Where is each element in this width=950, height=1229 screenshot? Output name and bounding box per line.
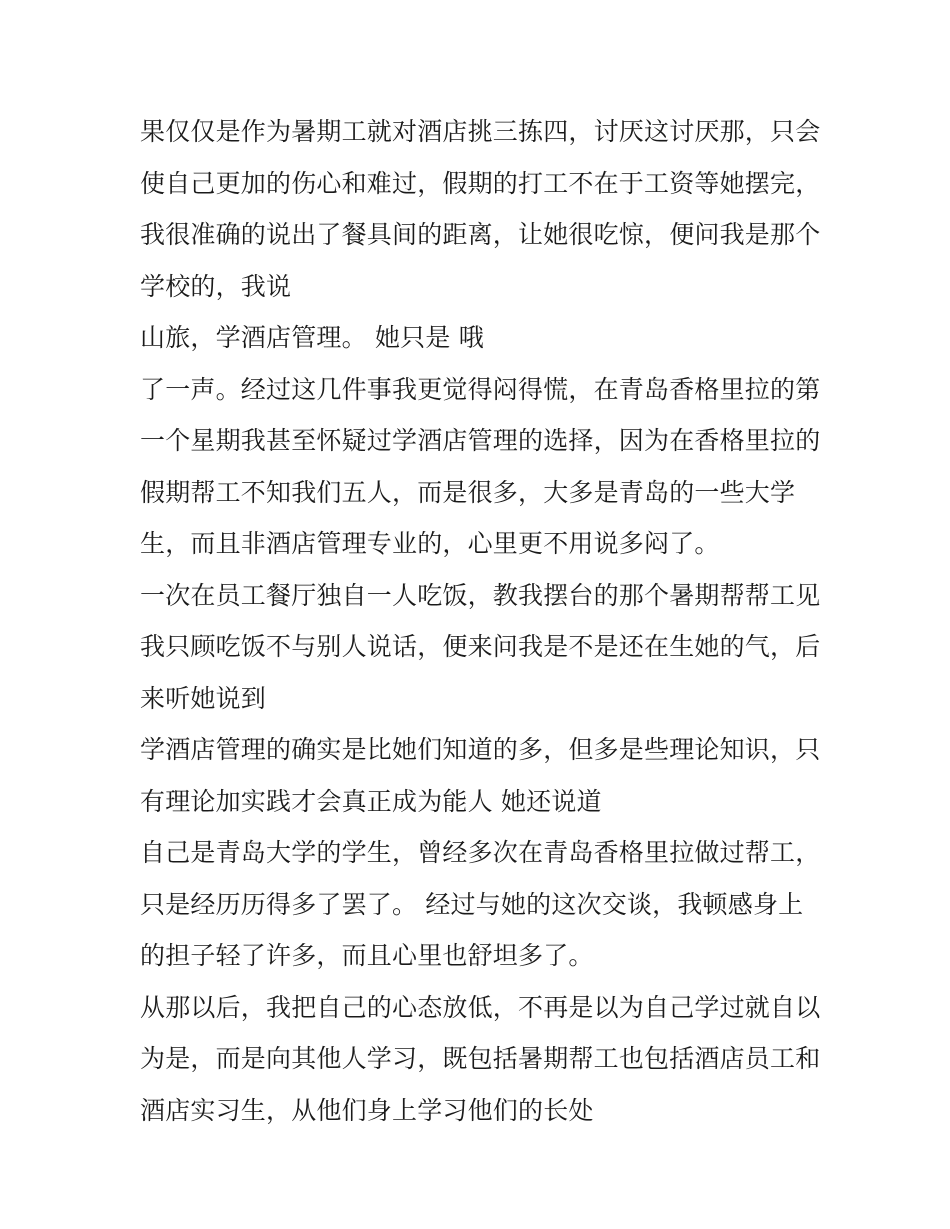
text-line: 我只顾吃饭不与别人说话，便来问我是不是还在生她的气，后 bbox=[140, 632, 821, 661]
text-line: 山旅，学酒店管理。 她只是 哦 bbox=[140, 323, 484, 352]
text-line: 来听她说到 bbox=[140, 683, 267, 713]
text-line: 我很准确的说出了餐具间的距离，让她很吃惊，便问我是那个 bbox=[140, 220, 821, 249]
text-line: 从那以后，我把自己的心态放低，不再是以为自己学过就自以 bbox=[140, 992, 821, 1022]
text-line: 生，而且非酒店管理专业的，心里更不用说多闷了。 bbox=[140, 529, 720, 558]
text-line: 果仅仅是作为暑期工就对酒店挑三拣四，讨厌这讨厌那，只会 bbox=[140, 117, 821, 146]
text-line: 学校的，我说 bbox=[140, 271, 292, 301]
text-line: 有理论加实践才会真正成为能人 她还说道 bbox=[140, 786, 602, 816]
text-line: 只是经历历得多了罢了。 经过与她的这次交谈，我顿感身上 bbox=[140, 889, 804, 919]
text-line: 了一声。经过这几件事我更觉得闷得慌，在青岛香格里拉的第 bbox=[140, 374, 821, 404]
text-line: 酒店实习生，从他们身上学习他们的长处 bbox=[140, 1095, 594, 1125]
text-line: 使自己更加的伤心和难过，假期的打工不在于工资等她摆完， bbox=[140, 168, 821, 198]
text-line: 假期帮工不知我们五人，而是很多，大多是青岛的一些大学 bbox=[140, 477, 796, 507]
text-line: 的担子轻了许多，而且心里也舒坦多了。 bbox=[140, 941, 594, 970]
body-text bbox=[140, 106, 820, 1136]
text-line: 学酒店管理的确实是比她们知道的多，但多是些理论知识，只 bbox=[140, 735, 821, 764]
text-line: 自己是青岛大学的学生，曾经多次在青岛香格里拉做过帮工， bbox=[140, 838, 821, 867]
text-line: 一个星期我甚至怀疑过学酒店管理的选择，因为在香格里拉的 bbox=[140, 426, 821, 455]
text-line: 一次在员工餐厅独自一人吃饭，教我摆台的那个暑期帮帮工见 bbox=[140, 580, 821, 610]
text-line: 为是，而是向其他人学习，既包括暑期帮工也包括酒店员工和 bbox=[140, 1044, 821, 1073]
